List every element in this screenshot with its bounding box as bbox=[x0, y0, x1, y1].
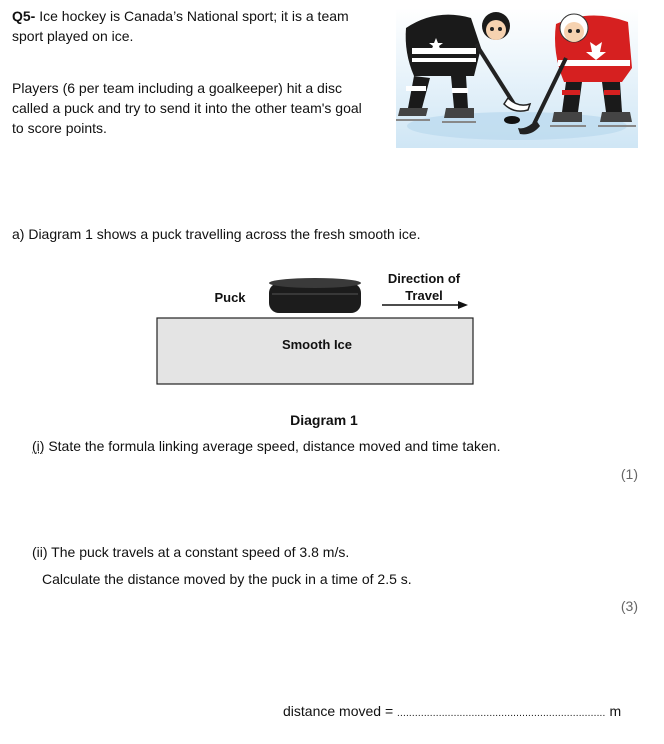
answer-line bbox=[283, 701, 621, 724]
question-number: Q5- bbox=[12, 8, 36, 24]
players-text-3: to score points. bbox=[12, 120, 107, 136]
part-i-marks: (1) bbox=[620, 466, 638, 482]
smooth-ice-label: Smooth Ice bbox=[281, 337, 353, 352]
arrow-right-icon bbox=[458, 301, 468, 309]
question-intro-line-1 bbox=[12, 6, 349, 26]
direction-label-line-1: Direction of bbox=[387, 271, 461, 286]
diagram-1 bbox=[150, 262, 490, 392]
skate-icon bbox=[398, 108, 428, 116]
part-i-question bbox=[32, 436, 500, 456]
players-text-2: called a puck and try to send it into the other team's goal bbox=[12, 100, 362, 116]
answer-blank[interactable]: ...................................................................... bbox=[397, 708, 606, 719]
intro-text-1: Ice hockey is Canada’s National sport; it is a team bbox=[39, 8, 349, 24]
ice-shadow bbox=[407, 112, 627, 140]
part-ii-line-2: Calculate the distance moved by the puck in a time of 2.5 s. bbox=[42, 571, 412, 587]
part-ii-line-1: (ii) The puck travels at a constant speed of 3.8 m/s. bbox=[32, 544, 350, 560]
answer-unit: m bbox=[609, 703, 622, 719]
puck-shape bbox=[269, 278, 361, 313]
direction-label-line-2: Travel bbox=[405, 288, 443, 303]
diagram-caption: Diagram 1 bbox=[290, 412, 358, 428]
part-i-text: State the formula linking average speed, distance moved and time taken. bbox=[48, 438, 501, 454]
answer-label: distance moved = bbox=[283, 703, 398, 719]
part-ii-marks: (3) bbox=[620, 598, 638, 614]
part-i-prefix: (i) bbox=[32, 438, 45, 454]
puck-label: Puck bbox=[214, 290, 246, 305]
hockey-players-svg bbox=[396, 8, 638, 148]
players-text-1: Players (6 per team including a goalkeeper) hit a disc bbox=[12, 80, 342, 96]
part-a-text: a) Diagram 1 shows a puck travelling across the fresh smooth ice. bbox=[12, 226, 421, 242]
diagram-1-svg bbox=[150, 262, 490, 392]
puck-icon bbox=[504, 116, 520, 124]
hockey-players-illustration bbox=[396, 8, 638, 148]
intro-text-2: sport played on ice. bbox=[12, 28, 134, 44]
